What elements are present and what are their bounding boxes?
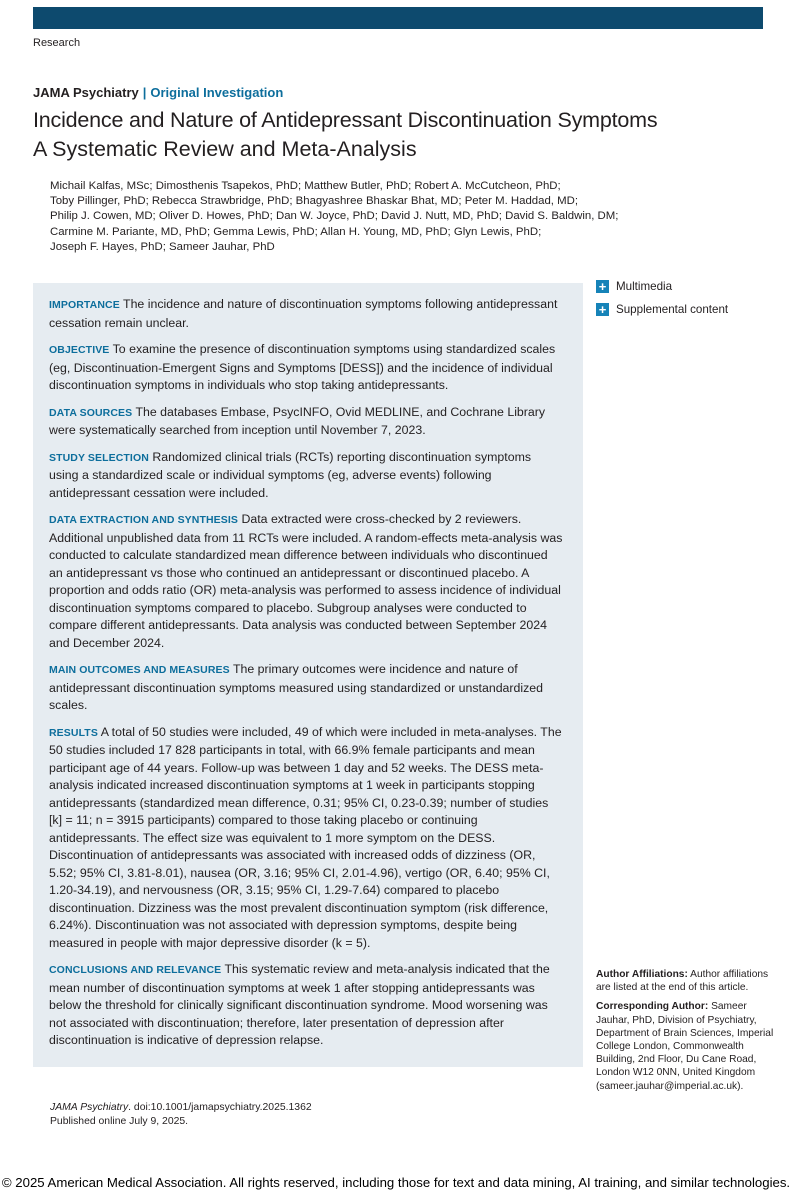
plus-icon: + <box>596 280 609 293</box>
abstract-results <box>49 724 563 953</box>
multimedia-label: Multimedia <box>616 279 673 293</box>
abstract-heading: RESULTS <box>49 726 98 739</box>
abstract-data-sources <box>49 404 563 440</box>
abstract-text: The primary outcomes were incidence and nature of antidepressant discontinuation symptoms measured using standardized or unstandardized scales. <box>49 662 544 712</box>
corresponding-author-label: Corresponding Author: <box>596 1001 709 1013</box>
article-type: Original Investigation <box>150 85 284 100</box>
abstract-text: The databases Embase, PsycINFO, Ovid MEDLINE, and Cochrane Library were systematically searched from inception until November 7, 2023. <box>49 404 546 437</box>
plus-icon: + <box>596 303 609 316</box>
section-label: Research <box>33 37 81 49</box>
abstract-text: Data extracted were cross-checked by 2 reviewers. Additional unpublished data from 11 RCTs were included. A random-effects meta-analysis was conducted to calculate standardized mean difference between individuals who discontinued an antidepressant vs those who continued an antidepressant or discontinued placebo. A proportion and odds ratio (OR) meta-analysis was performed to assess incidence of individual discontinuation symptoms compared to placebo. Subgroup analyses were conducted to compare different antidepressants. Data analysis was conducted between September 2024 and December 2024. <box>49 512 563 650</box>
abstract-heading: CONCLUSIONS AND RELEVANCE <box>49 964 222 976</box>
author-list <box>50 179 619 255</box>
abstract-heading: DATA SOURCES <box>49 406 133 419</box>
corresponding-author <box>596 1000 776 1092</box>
abstract-heading: OBJECTIVE <box>49 344 110 356</box>
abstract-conclusions <box>49 961 563 1050</box>
author-affiliations-label: Author Affiliations: <box>596 969 688 980</box>
abstract-text: This systematic review and meta-analysis indicated that the mean number of discontinuation symptoms at week 1 after stopping antidepressants was below the threshold for clinically significant discontinuation syndrome. Mood worsening was not associated with discontinuation; therefore, later presentation of depression after discontinuation is indicative of depression relapse. <box>49 962 550 1047</box>
abstract-data-extraction <box>49 511 563 652</box>
citation <box>50 1101 312 1129</box>
abstract-text: To examine the presence of discontinuation symptoms using standardized scales (eg, Discontinuation-Emergent Signs and Symptoms [DESS]) and the incidence of individual discontinuation symptoms in individuals who stop taking antidepressants. <box>49 342 556 392</box>
abstract-importance <box>49 296 563 332</box>
abstract-heading: IMPORTANCE <box>49 299 120 311</box>
abstract-objective <box>49 341 563 395</box>
supplemental-content-label: Supplemental content <box>616 302 729 316</box>
author-line: Joseph F. Hayes, PhD; Sameer Jauhar, PhD <box>50 240 275 253</box>
abstract-text: Randomized clinical trials (RCTs) reporting discontinuation symptoms using a standardized scale or individual symptoms (eg, adverse events) following antidepressant cessation were included. <box>49 449 532 500</box>
copyright-footer: © 2025 American Medical Association. All rights reserved, including those for text and data mining, AI training, and similar technologies. <box>1 1175 791 1190</box>
supplemental-content-link[interactable] <box>596 300 728 318</box>
citation-published: Published online July 9, 2025. <box>50 1116 189 1127</box>
author-affiliations-text: Author affiliations are listed at the end of this article. <box>596 969 769 994</box>
article-subtitle: A Systematic Review and Meta-Analysis <box>33 137 417 161</box>
abstract-text: The incidence and nature of discontinuation symptoms following antidepressant cessation remain unclear. <box>49 297 558 330</box>
top-banner <box>33 7 763 29</box>
abstract-box <box>33 283 583 1067</box>
side-links <box>596 277 728 323</box>
abstract-heading: STUDY SELECTION <box>49 451 149 464</box>
multimedia-link[interactable] <box>596 277 728 295</box>
author-line: Michail Kalfas, MSc; Dimosthenis Tsapekos, PhD; Matthew Butler, PhD; Robert A. McCutcheon, PhD; <box>50 180 561 192</box>
article-title: Incidence and Nature of Antidepressant Discontinuation Symptoms <box>33 108 658 132</box>
author-line: Toby Pillinger, PhD; Rebecca Strawbridge, PhD; Bhagyashree Bhaskar Bhat, MD; Peter M. Haddad, MD; <box>50 195 579 208</box>
abstract-main-outcomes <box>49 661 563 715</box>
abstract-study-selection <box>49 449 563 503</box>
citation-doi: . doi:10.1001/jamapsychiatry.2025.1362 <box>128 1102 312 1113</box>
abstract-heading: MAIN OUTCOMES AND MEASURES <box>49 664 230 676</box>
abstract-text: A total of 50 studies were included, 49 of which were included in meta-analyses. The 50 studies included 17 828 participants in total, with 66.9% female participants and mean participant age of 44 years. Follow-up was between 1 day and 52 weeks. The DESS meta-analysis indicated increased discontinuation symptoms at 1 week in participants stopping antidepressants (standardized mean difference, 0.31; 95% CI, 0.23-0.39; number of studies [k] = 11; n = 3915 participants) compared to those taking placebo or continuing antidepressants. The effect size was equivalent to 1 more symptom on the DESS. Discontinuation of antidepressants was associated with increased odds of dizziness (OR, 5.52; 95% CI, 3.81-8.01), nausea (OR, 3.16; 95% CI, 2.01-4.96), vertigo (OR, 6.40; 95% CI, 1.20-34.19), and nervousness (OR, 3.15; 95% CI, 1.29-7.64) compared to placebo discontinuation. Dizziness was the most prevalent discontinuation symptom (risk difference, 6.24%). Discontinuation was not associated with depression symptoms, despite being measured in people with major depressive disorder (k = 5). <box>49 724 562 950</box>
affiliations <box>596 968 776 1099</box>
author-affiliations <box>596 968 776 994</box>
abstract-heading: DATA EXTRACTION AND SYNTHESIS <box>49 514 238 526</box>
citation-journal: JAMA Psychiatry <box>50 1102 129 1113</box>
journal-name: JAMA Psychiatry <box>33 85 139 100</box>
corresponding-author-text: Sameer Jauhar, PhD, Division of Psychiatry, Department of Brain Sciences, Imperial College London, Commonwealth Building, 2nd Floor, Du Cane Road, London W12 0NN, United Kingdom (sameer.jauhar@imperial.ac.uk). <box>596 1001 774 1092</box>
author-line: Carmine M. Pariante, MD, PhD; Gemma Lewis, PhD; Allan H. Young, MD, PhD; Glyn Lewis, PhD; <box>50 225 542 238</box>
journal-line <box>33 85 283 100</box>
author-line: Philip J. Cowen, MD; Oliver D. Howes, PhD; Dan W. Joyce, PhD; David J. Nutt, MD, PhD; David S. Baldwin, DM; <box>50 210 619 223</box>
journal-separator: | <box>142 85 147 100</box>
